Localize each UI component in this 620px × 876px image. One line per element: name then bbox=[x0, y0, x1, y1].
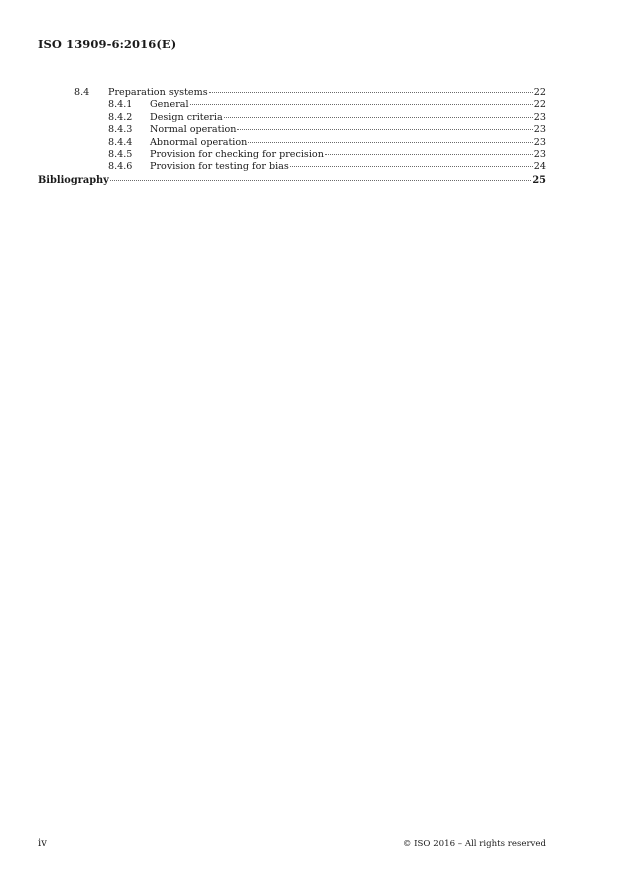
toc-entry-8-4-3[interactable] bbox=[38, 124, 546, 136]
toc-entry-page: 22 bbox=[533, 99, 546, 111]
toc-leader-dots bbox=[209, 92, 533, 93]
toc-entry-page: 24 bbox=[533, 161, 546, 173]
toc-entry-number: 8.4.3 bbox=[108, 124, 133, 136]
toc-entry-number: 8.4.5 bbox=[108, 148, 133, 160]
toc-entry-page: 23 bbox=[533, 136, 546, 148]
toc-entry-number: 8.4.1 bbox=[108, 99, 133, 111]
toc-leader-dots bbox=[290, 166, 533, 167]
toc-entry-page: 23 bbox=[533, 111, 546, 123]
toc-entry-8-4-5[interactable] bbox=[38, 149, 546, 161]
toc-entry-title: Normal operation bbox=[150, 124, 237, 136]
toc-entry-title: Preparation systems bbox=[108, 87, 208, 98]
toc-leader-dots bbox=[110, 180, 532, 181]
toc-entry-title: Provision for checking for precision bbox=[150, 148, 324, 160]
toc-entry-bibliography[interactable] bbox=[38, 174, 546, 188]
toc-entry-title: General bbox=[150, 99, 189, 111]
toc-entry-number: 8.4 bbox=[74, 87, 90, 98]
toc-entry-page: 23 bbox=[533, 148, 546, 160]
toc-entry-title: Abnormal operation bbox=[150, 136, 248, 148]
toc-entry-title: Design criteria bbox=[150, 111, 223, 123]
toc-entry-number: 8.4.6 bbox=[108, 161, 133, 173]
toc-entry-8-4[interactable] bbox=[38, 87, 546, 99]
toc-entry-page: 23 bbox=[533, 124, 546, 136]
toc-leader-dots bbox=[237, 129, 532, 130]
document-header: ISO 13909-6:2016(E) bbox=[38, 37, 177, 51]
toc-entry-8-4-2[interactable] bbox=[38, 112, 546, 124]
toc-entry-number: 8.4.4 bbox=[108, 136, 133, 148]
toc-entry-8-4-1[interactable] bbox=[38, 99, 546, 111]
toc-leader-dots bbox=[224, 117, 533, 118]
toc-entry-8-4-6[interactable] bbox=[38, 161, 546, 173]
toc-entry-page: 25 bbox=[532, 174, 546, 186]
toc-entry-title: Provision for testing for bias bbox=[150, 161, 289, 173]
toc-entry-number: 8.4.2 bbox=[108, 111, 133, 123]
page-number: iv bbox=[38, 838, 47, 849]
toc-leader-dots bbox=[190, 104, 533, 105]
toc-entry-8-4-4[interactable] bbox=[38, 137, 546, 149]
table-of-contents bbox=[38, 87, 546, 188]
copyright-notice: © ISO 2016 – All rights reserved bbox=[402, 839, 546, 849]
toc-entry-page: 22 bbox=[533, 87, 546, 98]
toc-entry-title: Bibliography bbox=[38, 174, 109, 186]
toc-leader-dots bbox=[248, 142, 532, 143]
toc-leader-dots bbox=[325, 154, 533, 155]
